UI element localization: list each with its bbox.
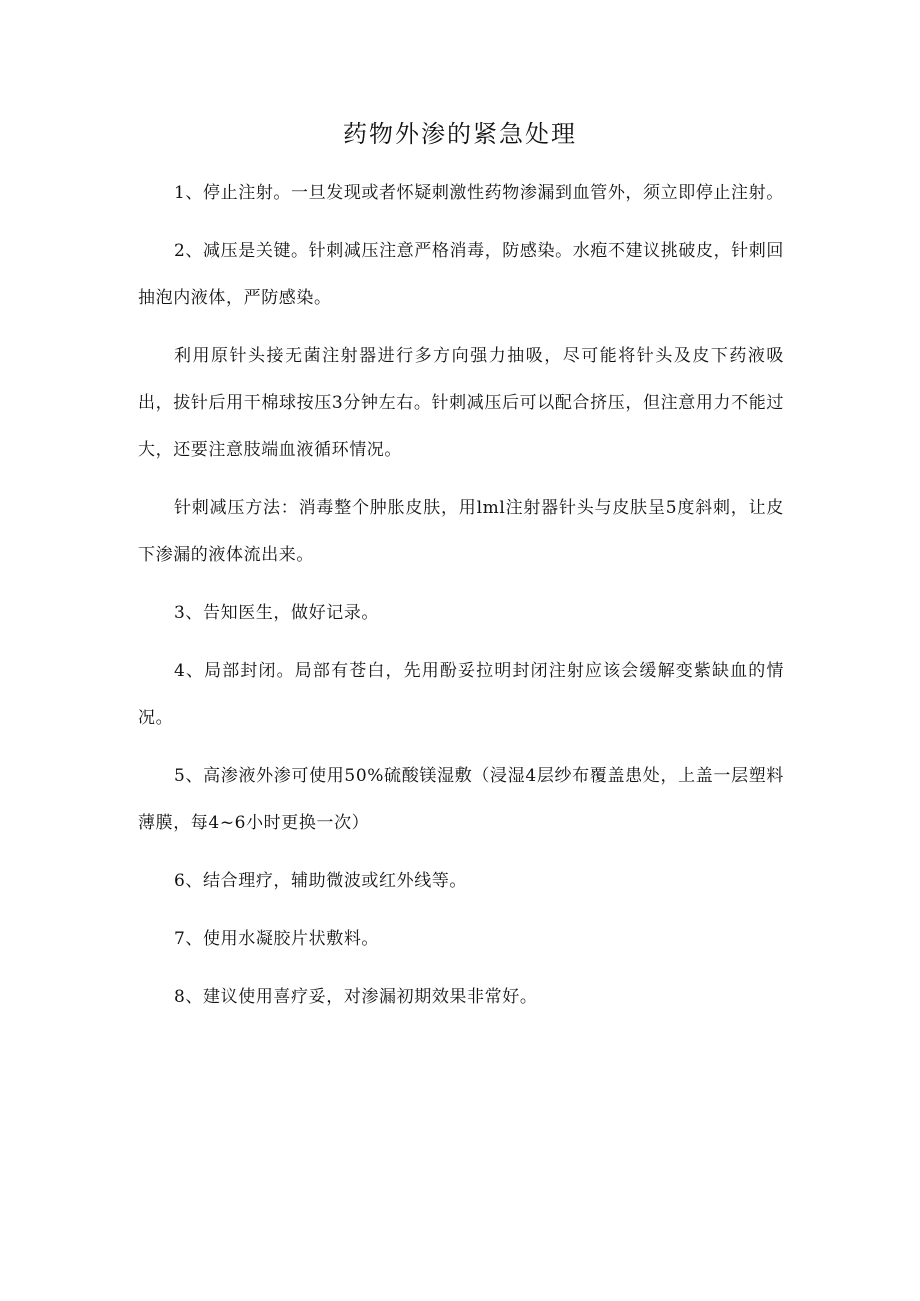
paragraph-step-5: 5、高渗液外渗可使用50%硫酸镁湿敷（浸湿4层纱布覆盖患处，上盖一层塑料薄膜，每4~6小时更换一次） bbox=[138, 766, 784, 833]
document-body bbox=[138, 170, 784, 1032]
paragraph-step-7: 7、使用水凝胶片状敷料。 bbox=[174, 929, 380, 949]
paragraph-step-4: 4、局部封闭。局部有苍白，先用酚妥拉明封闭注射应该会缓解变紫缺血的情况。 bbox=[138, 661, 784, 728]
paragraph-puncture-method: 针刺减压方法：消毒整个肿胀皮肤，用lml注射器针头与皮肤呈5度斜刺，让皮下渗漏的液体流出来。 bbox=[138, 498, 784, 565]
paragraph-step-8: 8、建议使用喜疗妥，对渗漏初期效果非常好。 bbox=[174, 987, 538, 1007]
paragraph-step-1: 1、停止注射。一旦发现或者怀疑刺激性药物渗漏到血管外，须立即停止注射。 bbox=[174, 183, 784, 203]
paragraph-aspiration: 利用原针头接无菌注射器进行多方向强力抽吸，尽可能将针头及皮下药液吸出，拔针后用干棉球按压3分钟左右。针刺减压后可以配合挤压，但注意用力不能过大，还要注意肢端血液循环情况。 bbox=[138, 346, 784, 460]
paragraph-step-2: 2、减压是关键。针刺减压注意严格消毒，防感染。水疱不建议挑破皮，针刺回抽泡内液体，严防感染。 bbox=[138, 241, 784, 308]
document-title: 药物外渗的紧急处理 bbox=[343, 120, 577, 148]
paragraph-step-6: 6、结合理疗，辅助微波或红外线等。 bbox=[174, 871, 468, 891]
paragraph-step-3: 3、告知医生，做好记录。 bbox=[174, 603, 380, 623]
